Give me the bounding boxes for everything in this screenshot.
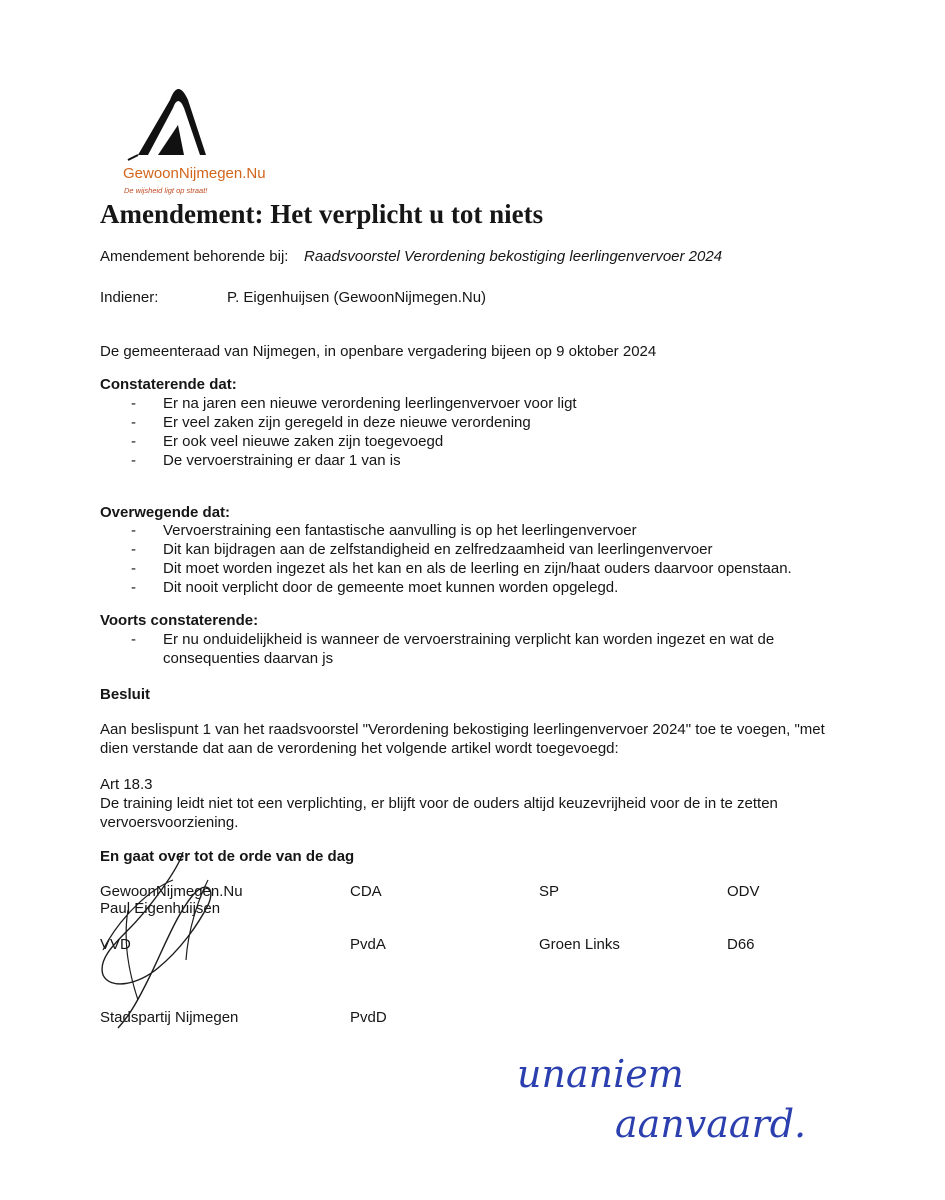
section-heading-constaterende: Constaterende dat: [100,376,237,393]
handwritten-line2: aanvaard. [615,1102,807,1146]
party-pvda: PvdA [350,936,386,953]
party-d66: D66 [727,936,755,953]
logo-tagline: De wijsheid ligt op straat! [124,186,208,195]
besluit-text-line2: dien verstande dat aan de verordening het volgende artikel wordt toegevoegd: [100,740,619,757]
list-dash: - [131,433,136,450]
party-gewoonnijmegen: GewoonNijmegen.Nu [100,883,243,900]
list-item-continuation: consequenties daarvan js [163,650,334,667]
document-title: Amendement: Het verplicht u tot niets [100,199,544,229]
list-item: Dit nooit verplicht door de gemeente moet kunnen worden opgelegd. [163,579,619,596]
list-item: Er veel zaken zijn geregeld in deze nieuwe verordening [163,414,531,431]
list-dash: - [131,414,136,431]
besluit-text-line1: Aan beslispunt 1 van het raadsvoorstel "Verordening bekostiging leerlingenvervoer 2024" toe te voegen, "met [100,721,825,738]
list-item: Dit kan bijdragen aan de zelfstandigheid en zelfredzaamheid van leerlingenvervoer [163,541,713,558]
party-cda: CDA [350,883,382,900]
list-item: Er ook veel nieuwe zaken zijn toegevoegd [163,433,444,450]
list-dash: - [131,395,136,412]
list-item: Er nu onduidelijkheid is wanneer de vervoerstraining verplicht kan worden ingezet en wat de [163,631,775,648]
intro-text: De gemeenteraad van Nijmegen, in openbare vergadering bijeen op 9 oktober 2024 [100,343,657,360]
article-text-line2: vervoersvoorziening. [100,814,239,831]
party-odv: ODV [727,883,760,900]
handwritten-line1: unaniem [517,1052,684,1096]
party-vvd: VVD [100,936,131,953]
list-dash: - [131,560,136,577]
party-pvdd: PvdD [350,1009,387,1026]
party-groenlinks: Groen Links [539,936,620,953]
related-value: Raadsvoorstel Verordening bekostiging leerlingenvervoer 2024 [304,248,723,265]
handwritten-note [505,1045,835,1155]
party-sp: SP [539,883,560,900]
list-item: Vervoerstraining een fantastische aanvulling is op het leerlingenvervoer [163,522,637,539]
submitter-value: P. Eigenhuijsen (GewoonNijmegen.Nu) [227,289,487,306]
article-text-line1: De training leidt niet tot een verplichting, er blijft voor de ouders altijd keuzevrijheid voor de in te zetten [100,795,778,812]
list-dash: - [131,631,136,648]
section-heading-voorts: Voorts constaterende: [100,612,259,629]
signer-name: Paul Eigenhuijsen [100,900,221,917]
related-label: Amendement behorende bij: [100,248,289,265]
list-item: Dit moet worden ingezet als het kan en als de leerling en zijn/haat ouders daarvoor openstaan. [163,560,792,577]
article-number: Art 18.3 [100,776,153,793]
submitter-label: Indiener: [100,289,159,306]
list-item: De vervoerstraining er daar 1 van is [163,452,401,469]
list-item: Er na jaren een nieuwe verordening leerlingenvervoer voor ligt [163,395,577,412]
section-heading-overwegende: Overwegende dat: [100,504,231,521]
list-dash: - [131,452,136,469]
signature-icon [88,850,288,1030]
list-dash: - [131,522,136,539]
party-stadspartij: Stadspartij Nijmegen [100,1009,239,1026]
list-dash: - [131,579,136,596]
list-dash: - [131,541,136,558]
besluit-heading: Besluit [100,686,151,703]
logo-name: GewoonNijmegen.Nu [123,165,266,182]
closing-statement: En gaat over tot de orde van de dag [100,848,355,865]
